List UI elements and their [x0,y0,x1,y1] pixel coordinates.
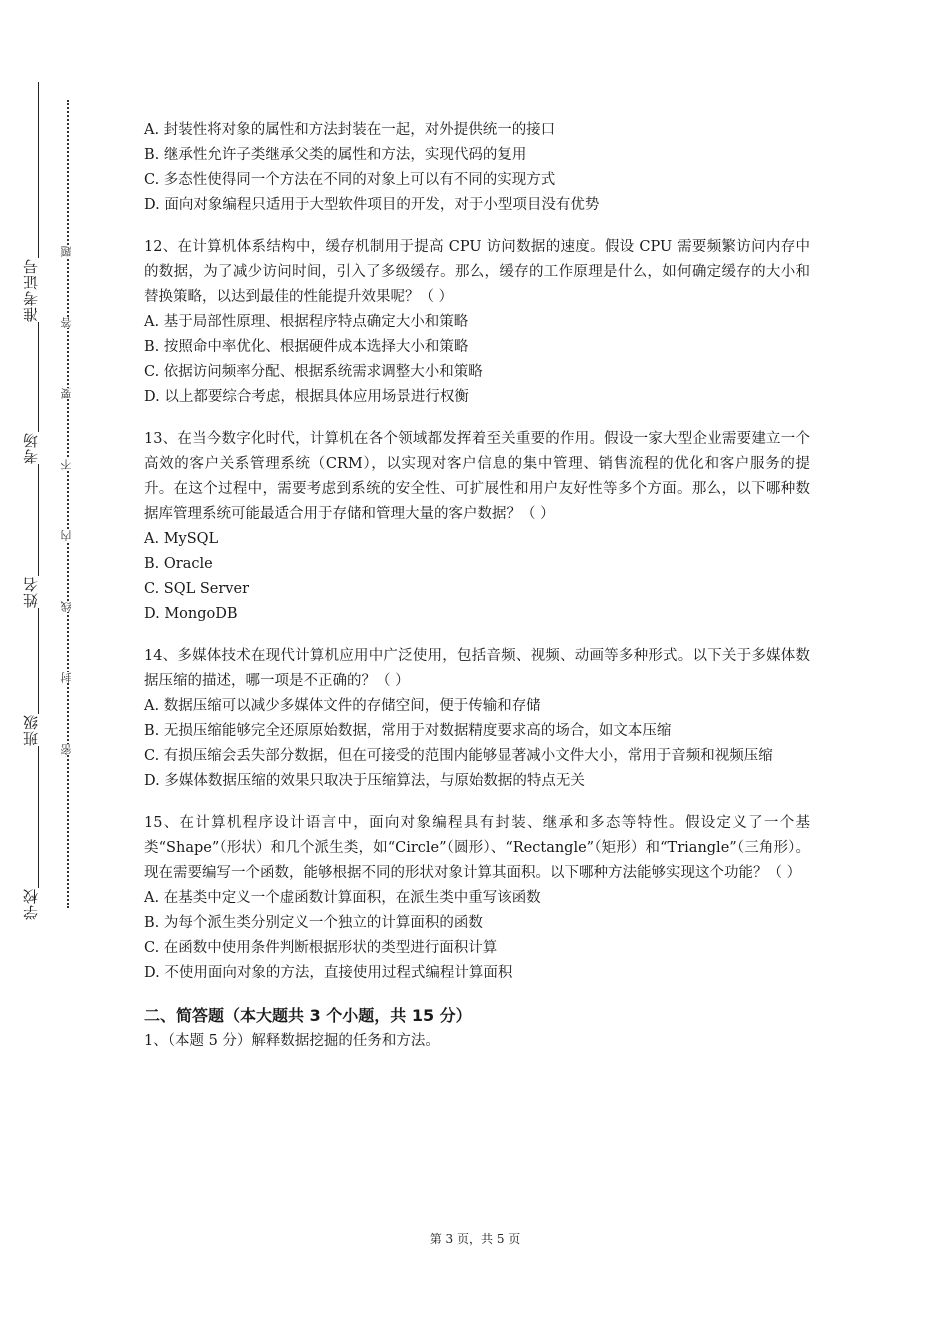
option-b: B. 为每个派生类分别定义一个独立的计算面积的函数 [144,915,483,931]
option-c: C. SQL Server [144,581,250,597]
seal-char: 不 [60,459,76,470]
seal-char: 要 [60,388,76,399]
seal-char: 题 [60,246,76,257]
page-footer: 第 3 页，共 5 页 [429,1232,521,1246]
question-stem: 12、在计算机体系结构中，缓存机制用于提高 CPU 访问数据的速度。假设 CPU 需要频繁访问内存中的数据，为了减少访问时间，引入了多级缓存。那么，缓存的工作原理是什么，如何确定缓存的大小和替换策略，以达到最佳的性能提升效果呢？（ ） [144,239,810,305]
option-d: D. 以上都要综合考虑，根据具体应用场景进行权衡 [144,389,469,405]
class-label: 班级 [22,714,40,746]
school-label: 学校 [22,888,40,920]
section-2-title: 二、简答题（本大题共 3 个小题，共 15 分） [144,1006,472,1025]
option-d: D. 多媒体数据压缩的效果只取决于压缩算法，与原始数据的特点无关 [144,773,585,789]
question-14 [144,644,810,794]
option-b: B. 继承性允许子类继承父类的属性和方法，实现代码的复用 [144,147,527,163]
option-d: D. 面向对象编程只适用于大型软件项目的开发，对于小型项目没有优势 [144,197,600,213]
option-b: B. Oracle [144,556,213,572]
exam-room-label: 考场 [22,432,40,464]
admission-number-label: 准考证号 [22,258,40,322]
option-a: A. 在基类中定义一个虚函数计算面积，在派生类中重写该函数 [144,890,541,906]
exam-content [144,118,810,1054]
option-b: B. 按照命中率优化、根据硬件成本选择大小和策略 [144,339,469,355]
option-d: D. MongoDB [144,606,238,622]
option-a: A. MySQL [144,531,219,547]
name-label: 姓名 [22,576,40,608]
seal-char: 内 [60,530,76,541]
seal-char: 答 [60,317,76,328]
question-stem: 14、多媒体技术在现代计算机应用中广泛使用，包括音频、视频、动画等多种形式。以下关于多媒体数据压缩的描述，哪一项是不正确的？（ ） [144,648,810,689]
short-answer-question-1: 1、（本题 5 分）解释数据挖掘的任务和方法。 [144,1033,440,1049]
option-d: D. 不使用面向对象的方法，直接使用过程式编程计算面积 [144,965,513,981]
seal-char: 封 [60,672,76,683]
option-a: A. 数据压缩可以减少多媒体文件的存储空间，便于传输和存储 [144,698,541,714]
binding-solid-line [38,82,39,912]
question-15 [144,811,810,986]
option-c: C. 依据访问频率分配、根据系统需求调整大小和策略 [144,364,483,380]
question-12 [144,235,810,410]
question-stem: 13、在当今数字化时代，计算机在各个领域都发挥着至关重要的作用。假设一家大型企业需要建立一个高效的客户关系管理系统（CRM），以实现对客户信息的集中管理、销售流程的优化和客户服务的提升。在这个过程中，需要考虑到系统的安全性、可扩展性和用户友好性等多个方面。那么，以下哪种数据库管理系统可能最适合用于存储和管理大量的客户数据？（ ） [144,431,810,522]
option-b: B. 无损压缩能够完全还原原始数据，常用于对数据精度要求高的场合，如文本压缩 [144,723,672,739]
option-c: C. 有损压缩会丢失部分数据，但在可接受的范围内能够显著减小文件大小，常用于音频和视频压缩 [144,748,773,764]
option-a: A. 封装性将对象的属性和方法封装在一起，对外提供统一的接口 [144,122,556,138]
seal-char: 密 [60,744,76,755]
option-c: C. 多态性使得同一个方法在不同的对象上可以有不同的实现方式 [144,172,556,188]
option-c: C. 在函数中使用条件判断根据形状的类型进行面积计算 [144,940,498,956]
seal-dotted-line [67,100,69,908]
question-13 [144,427,810,627]
question-stem: 15、在计算机程序设计语言中，面向对象编程具有封装、继承和多态等特性。假设定义了一个基类“Shape”（形状）和几个派生类，如“Circle”（圆形）、“Rectangle”（矩形）和“Triangle”（三角形）。现在需要编写一个函数，能够根据不同的形状对象计算其面积。以下哪种方法能够实现这个功能？（ ） [144,815,810,881]
option-a: A. 基于局部性原理、根据程序特点确定大小和策略 [144,314,469,330]
question-11-options [144,118,810,218]
seal-char: 线 [60,601,76,612]
